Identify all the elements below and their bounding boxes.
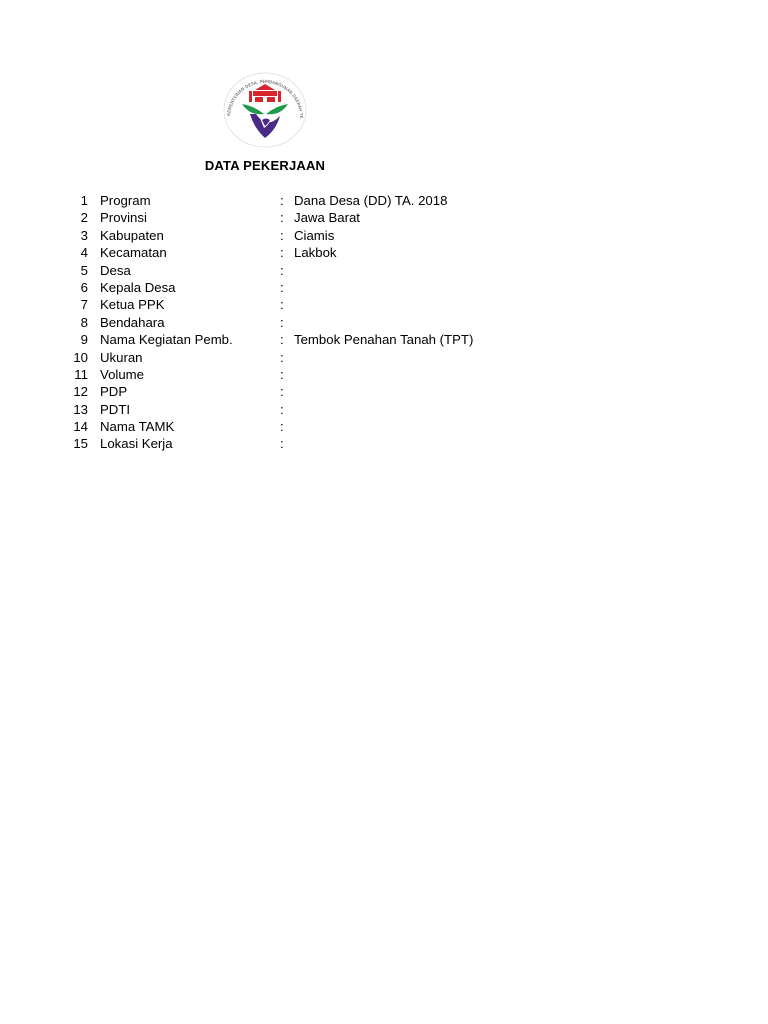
row-colon: : [280, 227, 284, 243]
table-row [0, 279, 768, 296]
table-row [0, 227, 768, 244]
table-row [0, 366, 768, 383]
row-label: Volume [100, 366, 144, 382]
row-label: Kepala Desa [100, 279, 176, 295]
row-number: 11 [74, 366, 88, 382]
table-row [0, 383, 768, 400]
table-row [0, 244, 768, 261]
row-colon: : [280, 419, 284, 435]
row-value: Jawa Barat [294, 210, 360, 226]
table-row [0, 418, 768, 435]
row-label: Program [100, 193, 151, 208]
row-number: 14 [73, 419, 88, 435]
row-number: 9 [80, 332, 88, 348]
ministry-logo [220, 70, 310, 150]
row-label: Nama Kegiatan Pemb. [100, 332, 233, 348]
row-number: 6 [80, 279, 88, 295]
row-colon: : [280, 297, 284, 313]
row-colon: : [280, 366, 284, 382]
row-label: Provinsi [100, 210, 147, 226]
row-colon: : [280, 384, 284, 400]
row-label: Desa [100, 262, 131, 278]
row-label: Ketua PPK [100, 297, 165, 313]
row-label: Kabupaten [100, 227, 164, 243]
table-row [0, 296, 768, 313]
row-colon: : [280, 436, 284, 452]
row-label: PDP [100, 384, 128, 400]
row-label: Kecamatan [100, 245, 167, 261]
row-number: 1 [80, 193, 88, 208]
row-number: 3 [80, 227, 88, 243]
row-number: 10 [73, 349, 88, 365]
table-row [0, 331, 768, 348]
row-number: 4 [80, 245, 88, 261]
row-label: Ukuran [100, 349, 143, 365]
row-value: Lakbok [294, 245, 337, 261]
row-number: 15 [73, 436, 88, 452]
row-number: 7 [80, 297, 88, 313]
row-colon: : [280, 314, 284, 330]
document-title: DATA PEKERJAAN [204, 158, 326, 173]
row-value: Dana Desa (DD) TA. 2018 [294, 193, 448, 208]
row-value: Ciamis [294, 227, 335, 243]
row-colon: : [280, 332, 284, 348]
ministry-logo-graphic [220, 70, 310, 150]
table-row [0, 435, 768, 452]
row-colon: : [280, 279, 284, 295]
data-pekerjaan-table [0, 192, 768, 453]
row-number: 5 [80, 262, 88, 278]
row-number: 8 [80, 314, 88, 330]
row-number: 13 [73, 401, 88, 417]
row-value: Tembok Penahan Tanah (TPT) [294, 332, 474, 348]
row-label: Bendahara [100, 314, 165, 330]
table-row [0, 349, 768, 366]
table-row [0, 209, 768, 226]
row-colon: : [280, 210, 284, 226]
row-number: 2 [80, 210, 88, 226]
row-colon: : [280, 349, 284, 365]
table-row [0, 401, 768, 418]
table-row [0, 262, 768, 279]
row-colon: : [280, 245, 284, 261]
row-colon: : [280, 401, 284, 417]
row-label: Nama TAMK [100, 419, 175, 435]
row-colon: : [280, 193, 284, 208]
logo-ring-text: KEMENTERIAN DESA, PEMBANGUNAN DAERAH TE [226, 78, 305, 119]
row-label: Lokasi Kerja [100, 436, 173, 452]
table-row [0, 314, 768, 331]
row-number: 12 [73, 384, 88, 400]
row-label: PDTI [100, 401, 131, 417]
row-colon: : [280, 262, 284, 278]
table-row [0, 192, 768, 209]
